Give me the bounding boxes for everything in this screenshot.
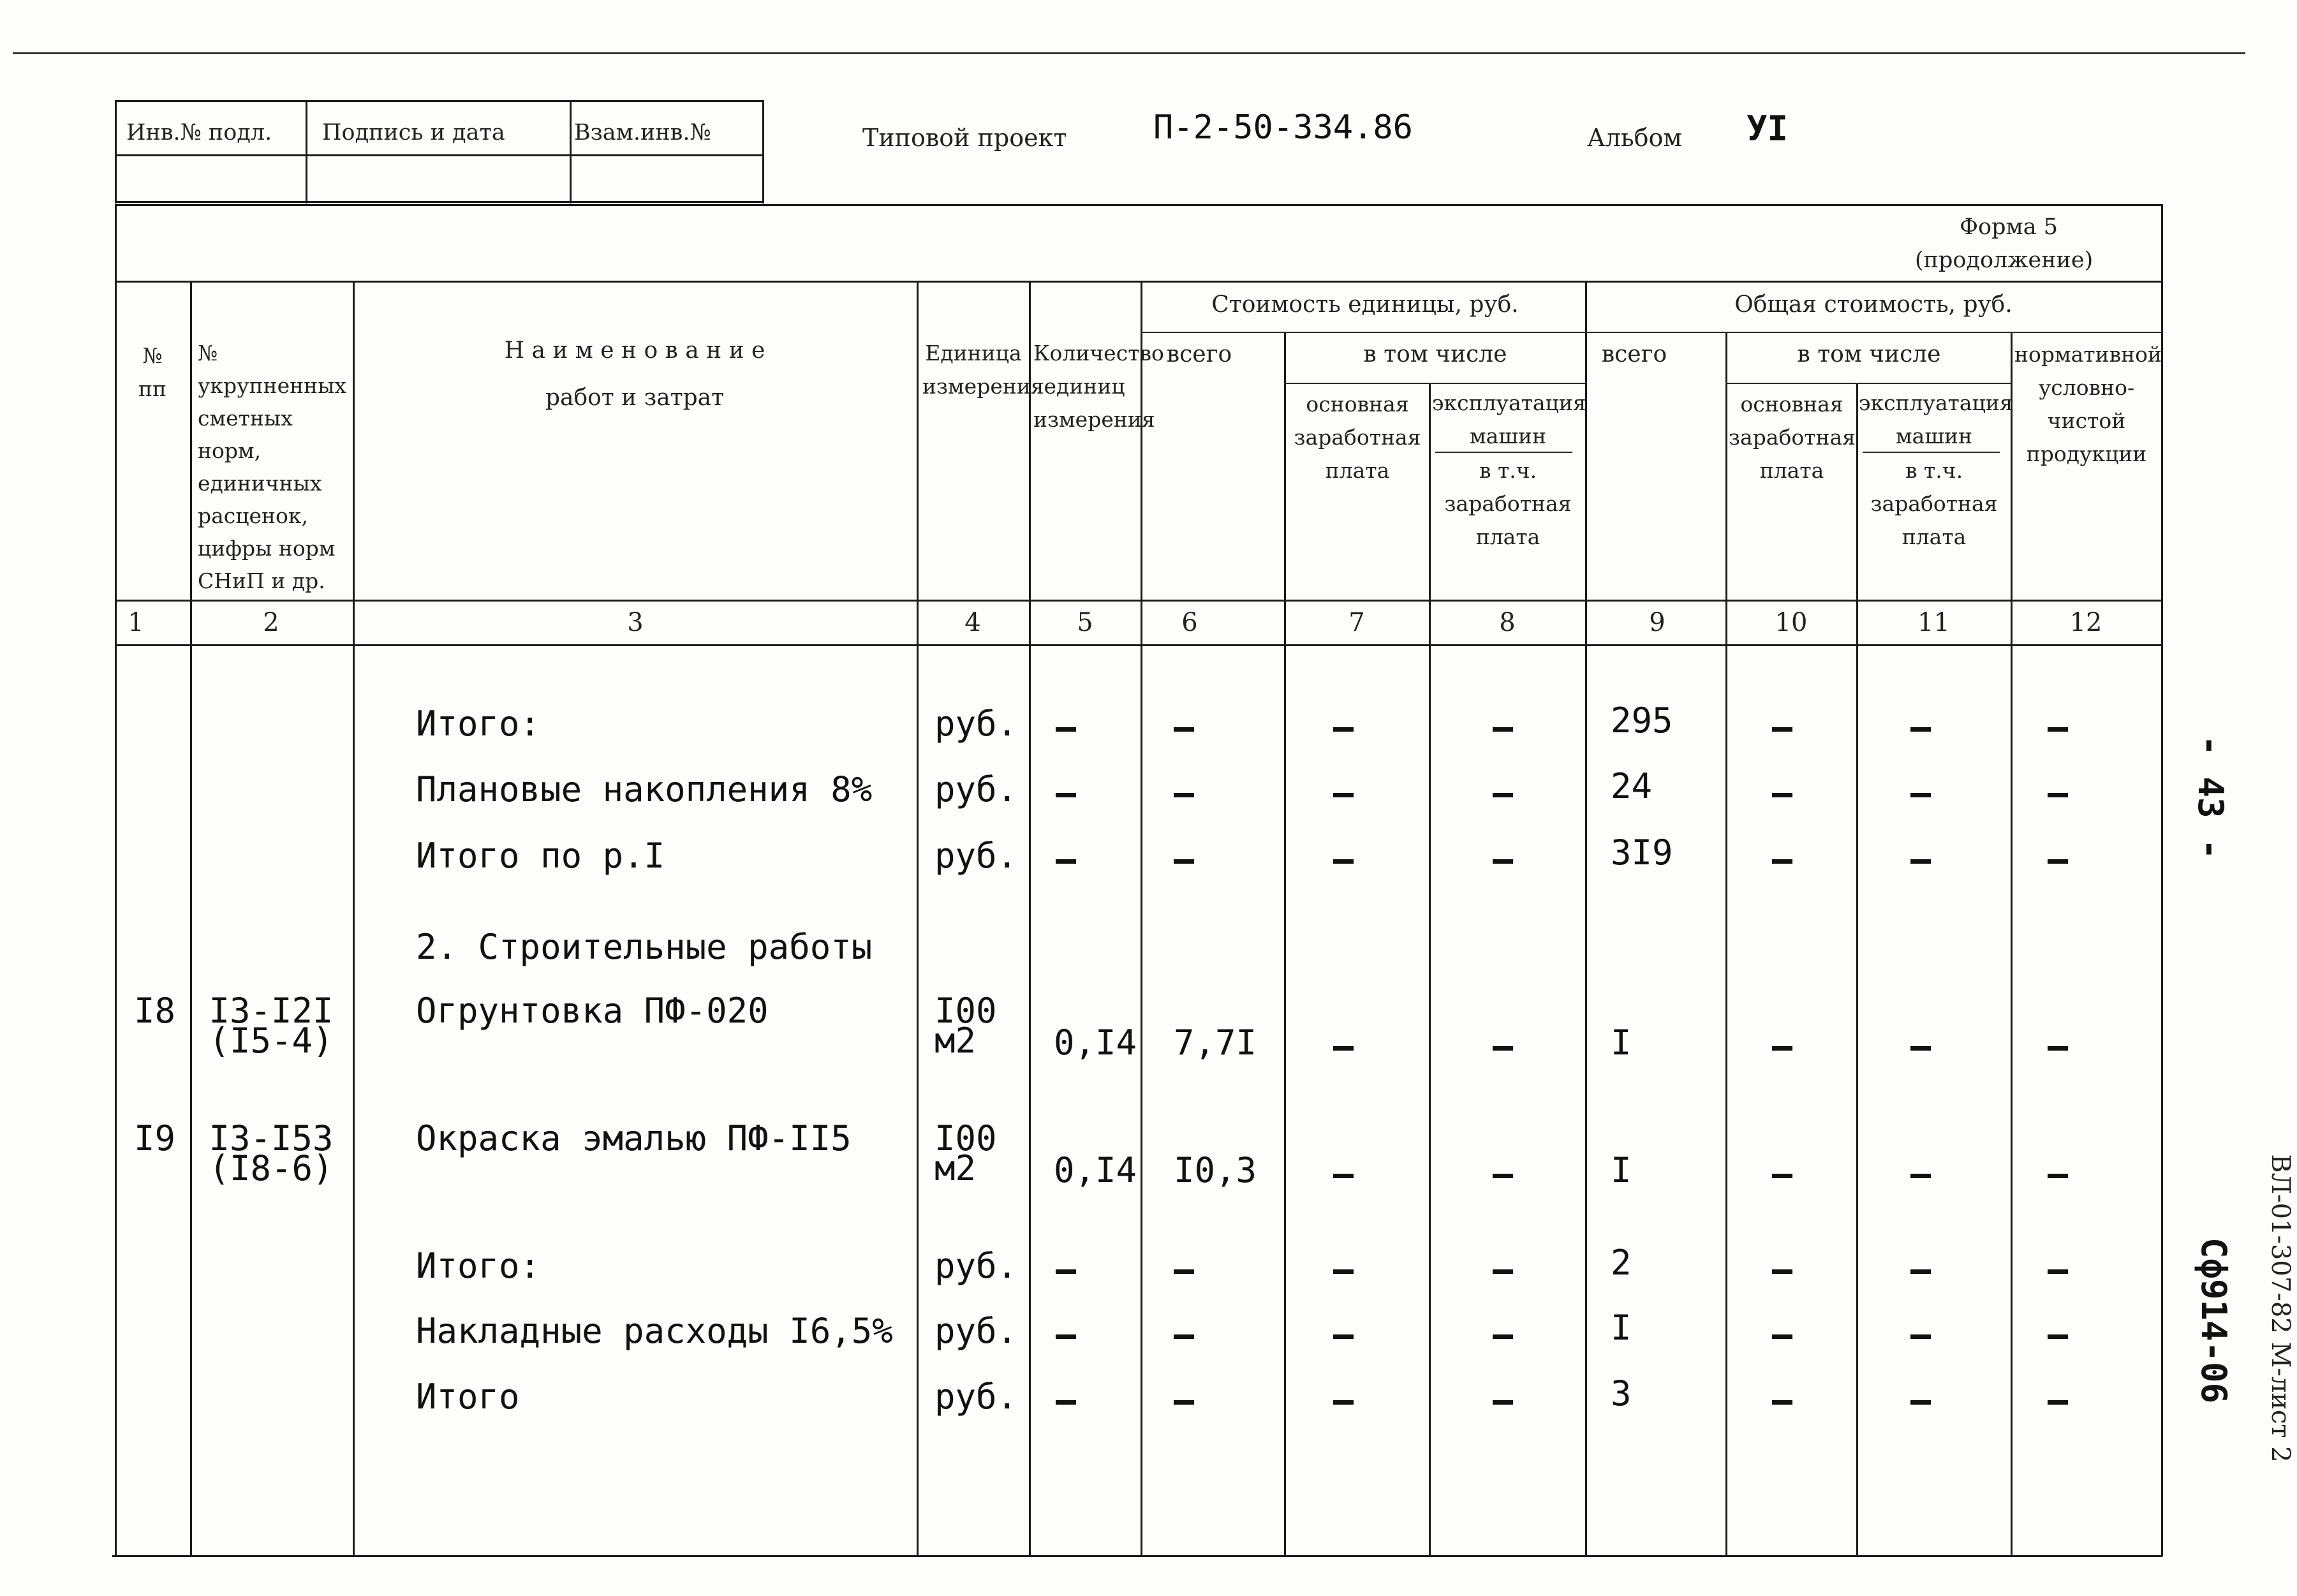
row-unit-sub: м2 bbox=[934, 1021, 977, 1061]
header-col5: Количество единиц измерения bbox=[1033, 341, 1164, 432]
dash bbox=[1772, 1046, 1792, 1051]
col-number: 12 bbox=[2069, 608, 2102, 637]
header-col7: основная заработная плата bbox=[1294, 392, 1421, 483]
dash bbox=[1772, 727, 1792, 732]
dash bbox=[1333, 1046, 1354, 1051]
dash bbox=[1772, 1400, 1792, 1405]
header-col11-incl: в т.ч. заработная плата bbox=[1870, 458, 1998, 549]
row-total: I bbox=[1611, 1308, 1632, 1348]
dash bbox=[1910, 1334, 1931, 1339]
stamp-signature-date: Подпись и дата bbox=[322, 120, 505, 145]
dash bbox=[1493, 793, 1513, 797]
row-unit: I00 bbox=[934, 1118, 997, 1158]
row-name: Итого: bbox=[416, 704, 541, 744]
dash bbox=[1174, 793, 1194, 797]
header-unit-cost-group: Стоимость единицы, руб. bbox=[1211, 292, 1519, 318]
dash bbox=[1056, 1334, 1076, 1339]
dash bbox=[1910, 1174, 1931, 1178]
row-total: I bbox=[1611, 1150, 1632, 1190]
page-number: - 43 - bbox=[2190, 735, 2231, 860]
dash bbox=[1910, 727, 1931, 732]
dash bbox=[1772, 793, 1792, 797]
drawing-code: Сф914-06 bbox=[2194, 1237, 2234, 1404]
album-label: Альбом bbox=[1587, 124, 1682, 152]
dash bbox=[1772, 1174, 1792, 1178]
col-number: 4 bbox=[964, 608, 981, 637]
dash bbox=[1910, 1046, 1931, 1051]
row-total: 3I9 bbox=[1611, 832, 1673, 873]
row-name: Накладные расходы I6,5% bbox=[416, 1311, 893, 1351]
section-heading: 2. Строительные работы bbox=[416, 927, 873, 967]
header-col6: всего bbox=[1166, 341, 1232, 367]
dash bbox=[1174, 1269, 1194, 1274]
dash bbox=[1333, 793, 1354, 797]
row-total: 295 bbox=[1611, 700, 1673, 741]
top-border-line bbox=[13, 52, 2245, 54]
row-unit: руб. bbox=[934, 704, 1018, 744]
col-number: 2 bbox=[263, 608, 279, 637]
row-total: 24 bbox=[1611, 766, 1653, 806]
dash bbox=[1333, 1174, 1354, 1178]
sheet-note: ВЛ-01-307-82 М-лист 2 bbox=[2266, 1154, 2295, 1463]
dash bbox=[2048, 1400, 2068, 1405]
dash bbox=[1056, 793, 1076, 797]
form-title: Форма 5 bbox=[1960, 214, 2058, 240]
form-subtitle: (продолжение) bbox=[1915, 248, 2094, 273]
dash bbox=[1333, 1269, 1354, 1274]
row-unit: руб. bbox=[934, 1311, 1018, 1351]
dash bbox=[1333, 1334, 1354, 1339]
dash bbox=[1056, 1400, 1076, 1405]
header-col8-incl: в т.ч. заработная плата bbox=[1444, 458, 1572, 549]
row-name: Итого bbox=[416, 1377, 520, 1417]
row-code-sub: (I5-4) bbox=[209, 1021, 334, 1061]
header-col4: Единица измерения bbox=[922, 341, 1044, 399]
row-name: Итого по р.I bbox=[416, 836, 665, 876]
dash bbox=[2048, 727, 2068, 732]
dash bbox=[1493, 1400, 1513, 1405]
dash bbox=[1333, 1400, 1354, 1405]
dash bbox=[1772, 859, 1792, 864]
row-qty: 0,I4 bbox=[1054, 1150, 1137, 1190]
col-number: 5 bbox=[1077, 608, 1093, 637]
project-label: Типовой проект bbox=[862, 124, 1067, 152]
dash bbox=[1333, 727, 1354, 732]
header-col10: основная заработная плата bbox=[1729, 392, 1856, 483]
dash bbox=[1174, 1400, 1194, 1405]
col-number: 11 bbox=[1917, 608, 1950, 637]
dash bbox=[1493, 727, 1513, 732]
row-number: I9 bbox=[134, 1118, 176, 1158]
dash bbox=[1910, 859, 1931, 864]
dash bbox=[2048, 1269, 2068, 1274]
dash bbox=[2048, 1046, 2068, 1051]
col-number: 8 bbox=[1499, 608, 1516, 637]
row-name: Плановые накопления 8% bbox=[416, 769, 873, 809]
row-total: 2 bbox=[1611, 1243, 1632, 1283]
dash bbox=[1493, 859, 1513, 864]
header-col3-line1: Н а и м е н о в а н и е bbox=[504, 337, 765, 364]
row-unit: I00 bbox=[934, 991, 997, 1031]
row-code: I3-I2I bbox=[209, 991, 334, 1031]
header-col3-line2: работ и затрат bbox=[545, 385, 725, 411]
row-qty: 0,I4 bbox=[1054, 1023, 1137, 1063]
header-col12: нормативной условно-чистой продукции bbox=[2014, 342, 2162, 466]
album-value: УI bbox=[1747, 108, 1789, 149]
dash bbox=[1174, 859, 1194, 864]
dash bbox=[1493, 1334, 1513, 1339]
header-total-cost-group: Общая стоимость, руб. bbox=[1734, 292, 2013, 318]
col-number: 1 bbox=[128, 608, 144, 637]
col-number: 6 bbox=[1181, 608, 1198, 637]
dash bbox=[1493, 1046, 1513, 1051]
row-unit: руб. bbox=[934, 836, 1018, 876]
dash bbox=[1772, 1334, 1792, 1339]
row-name: Итого: bbox=[416, 1246, 541, 1286]
row-code-sub: (I8-6) bbox=[209, 1148, 334, 1188]
dash bbox=[1174, 1334, 1194, 1339]
col-number: 9 bbox=[1649, 608, 1666, 637]
row-total: 3 bbox=[1611, 1373, 1632, 1414]
header-col2: № укрупненных сметных норм, единичных расценок, цифры норм СНиП и др. bbox=[198, 341, 346, 593]
stamp-vzam-inv: Взам.инв.№ bbox=[574, 120, 711, 145]
dash bbox=[1772, 1269, 1792, 1274]
row-unit-cost: 7,7I bbox=[1174, 1023, 1257, 1063]
row-unit-sub: м2 bbox=[934, 1148, 977, 1188]
dash bbox=[1056, 859, 1076, 864]
header-total-including: в том числе bbox=[1797, 341, 1941, 367]
dash bbox=[1493, 1174, 1513, 1178]
row-number: I8 bbox=[134, 991, 176, 1031]
row-name: Окраска эмалью ПФ-II5 bbox=[416, 1118, 852, 1158]
row-unit-cost: I0,3 bbox=[1174, 1150, 1257, 1190]
dash bbox=[2048, 859, 2068, 864]
header-col9: всего bbox=[1601, 341, 1667, 367]
col-number: 3 bbox=[627, 608, 644, 637]
dash bbox=[1910, 793, 1931, 797]
dash bbox=[2048, 1334, 2068, 1339]
row-unit: руб. bbox=[934, 769, 1018, 809]
dash bbox=[1493, 1269, 1513, 1274]
dash bbox=[1910, 1269, 1931, 1274]
header-col11: эксплуатация машин bbox=[1859, 390, 2013, 448]
project-code: П-2-50-334.86 bbox=[1153, 108, 1413, 147]
row-unit: руб. bbox=[934, 1246, 1018, 1286]
row-total: I bbox=[1611, 1023, 1632, 1063]
col-number: 10 bbox=[1775, 608, 1808, 637]
col-number: 7 bbox=[1348, 608, 1365, 637]
dash bbox=[1056, 1269, 1076, 1274]
row-name: Огрунтовка ПФ-020 bbox=[416, 991, 769, 1031]
dash bbox=[2048, 793, 2068, 797]
header-unit-including: в том числе bbox=[1363, 341, 1507, 367]
dash bbox=[1174, 727, 1194, 732]
header-col8: эксплуатация машин bbox=[1432, 390, 1586, 448]
header-col1: № пп bbox=[138, 343, 166, 401]
dash bbox=[1333, 859, 1354, 864]
row-unit: руб. bbox=[934, 1377, 1018, 1417]
row-code: I3-I53 bbox=[209, 1118, 334, 1158]
dash bbox=[1056, 727, 1076, 732]
dash bbox=[2048, 1174, 2068, 1178]
dash bbox=[1910, 1400, 1931, 1405]
stamp-inv-podl: Инв.№ подл. bbox=[126, 120, 272, 145]
